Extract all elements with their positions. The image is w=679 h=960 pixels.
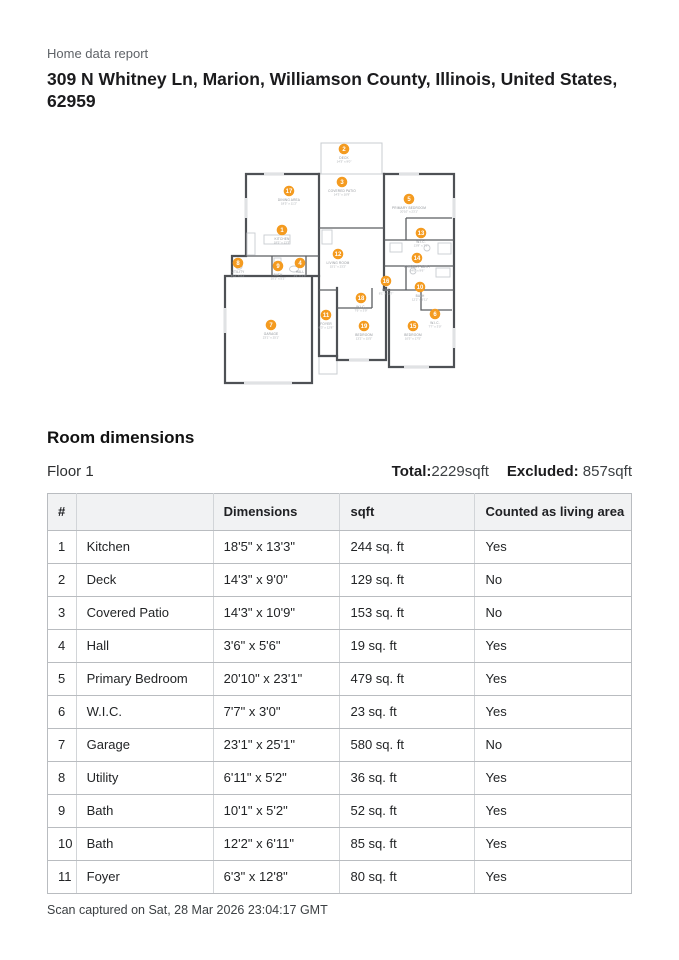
- table-row: [48, 629, 632, 662]
- room-dimensions: 18'5" x 13'3": [213, 530, 340, 563]
- room-marker-5: [391, 193, 425, 213]
- room-name: Bath: [76, 794, 213, 827]
- room-sqft: 85 sq. ft: [340, 827, 475, 860]
- room-living-area: Yes: [475, 761, 632, 794]
- col-header-number: #: [48, 493, 77, 530]
- report-type-label: Home data report: [47, 46, 149, 61]
- room-living-area: Yes: [475, 860, 632, 893]
- svg-text:10'5" x 17'5": 10'5" x 17'5": [404, 336, 421, 341]
- svg-text:12: 12: [334, 251, 341, 258]
- excluded-sqft: [507, 463, 632, 480]
- svg-text:12'2" x 6'11": 12'2" x 6'11": [411, 297, 428, 302]
- svg-text:16: 16: [382, 278, 389, 285]
- col-header-dimensions: Dimensions: [213, 493, 340, 530]
- svg-text:DECK: DECK: [338, 155, 349, 160]
- svg-text:19: 19: [360, 323, 367, 330]
- room-name: Covered Patio: [76, 596, 213, 629]
- svg-text:GARAGE: GARAGE: [263, 331, 278, 336]
- row-number: 3: [48, 596, 77, 629]
- row-number: 11: [48, 860, 77, 893]
- total-sqft: [392, 463, 489, 480]
- room-dimensions: 6'11" x 5'2": [213, 761, 340, 794]
- svg-text:6'3" x 12'8": 6'3" x 12'8": [318, 325, 333, 330]
- room-name: Bath: [76, 827, 213, 860]
- room-living-area: Yes: [475, 662, 632, 695]
- room-marker-9: [270, 260, 285, 280]
- room-marker-4: [293, 257, 306, 277]
- room-marker-11: [318, 309, 333, 329]
- room-living-area: Yes: [475, 629, 632, 662]
- room-name: Utility: [76, 761, 213, 794]
- svg-text:BATH: BATH: [415, 293, 424, 298]
- floor-label: Floor 1: [47, 462, 94, 480]
- floor-totals: [392, 463, 632, 480]
- svg-text:PRIMARY BEDROOM: PRIMARY BEDROOM: [391, 205, 426, 210]
- room-sqft: 36 sq. ft: [340, 761, 475, 794]
- room-marker-18: [354, 292, 367, 312]
- room-marker-14: [404, 252, 430, 272]
- room-marker-19: [355, 320, 373, 340]
- svg-text:20'10" x 23'1": 20'10" x 23'1": [399, 209, 418, 214]
- room-dimensions: 7'7" x 3'0": [213, 695, 340, 728]
- row-number: 7: [48, 728, 77, 761]
- room-marker-3: [328, 176, 356, 196]
- room-dimensions: 23'1" x 25'1": [213, 728, 340, 761]
- row-number: 6: [48, 695, 77, 728]
- room-dimensions: 14'3" x 10'9": [213, 596, 340, 629]
- room-sqft: 23 sq. ft: [340, 695, 475, 728]
- svg-text:BEDROOM: BEDROOM: [354, 332, 373, 337]
- svg-text:8: 8: [235, 260, 240, 267]
- row-number: 9: [48, 794, 77, 827]
- room-marker-17: [277, 185, 300, 205]
- table-row: [48, 728, 632, 761]
- room-living-area: No: [475, 563, 632, 596]
- room-sqft: 129 sq. ft: [340, 563, 475, 596]
- room-living-area: No: [475, 596, 632, 629]
- room-sqft: 244 sq. ft: [340, 530, 475, 563]
- svg-text:7'7" x 3'0": 7'7" x 3'0": [427, 324, 442, 329]
- svg-text:9: 9: [275, 263, 280, 270]
- svg-text:10: 10: [416, 284, 423, 291]
- room-table-body: [48, 530, 632, 893]
- svg-text:14'3" x 10'9": 14'3" x 10'9": [333, 192, 350, 197]
- room-marker-7: [262, 319, 278, 339]
- svg-text:W.I.C.: W.I.C.: [355, 304, 366, 309]
- svg-text:13'8" x 7'1": 13'8" x 7'1": [413, 243, 428, 248]
- table-row: [48, 530, 632, 563]
- room-living-area: Yes: [475, 530, 632, 563]
- svg-text:6'11" x 5'2": 6'11" x 5'2": [230, 273, 245, 278]
- floorplan-svg: [214, 138, 466, 398]
- svg-text:3'6" x 5'6": 3'6" x 5'6": [292, 273, 307, 278]
- section-title: Room dimensions: [47, 427, 195, 447]
- room-marker-1: [273, 224, 289, 244]
- room-name: Garage: [76, 728, 213, 761]
- table-row: [48, 827, 632, 860]
- room-name: Hall: [76, 629, 213, 662]
- svg-text:COVERED PATIO: COVERED PATIO: [327, 188, 356, 193]
- svg-text:5: 5: [406, 196, 411, 203]
- room-sqft: 80 sq. ft: [340, 860, 475, 893]
- svg-text:W.I.C.: W.I.C.: [415, 239, 426, 244]
- room-marker-12: [326, 248, 349, 268]
- room-dimensions: 12'2" x 6'11": [213, 827, 340, 860]
- room-name: Foyer: [76, 860, 213, 893]
- svg-text:HALL: HALL: [381, 287, 390, 292]
- svg-text:2: 2: [341, 146, 346, 153]
- room-sqft: 580 sq. ft: [340, 728, 475, 761]
- room-living-area: Yes: [475, 695, 632, 728]
- room-sqft: 479 sq. ft: [340, 662, 475, 695]
- svg-text:UTILITY: UTILITY: [231, 269, 244, 274]
- row-number: 1: [48, 530, 77, 563]
- svg-text:LIVING ROOM: LIVING ROOM: [326, 260, 349, 265]
- svg-text:23'1" x 25'1": 23'1" x 25'1": [262, 335, 279, 340]
- svg-text:4: 4: [297, 260, 302, 267]
- room-marker-15: [404, 320, 422, 340]
- svg-text:13: 13: [417, 230, 424, 237]
- table-row: [48, 662, 632, 695]
- svg-text:7: 7: [268, 322, 273, 329]
- floor-summary-row: [47, 463, 632, 480]
- table-header-row: [48, 493, 632, 530]
- svg-text:15: 15: [409, 323, 416, 330]
- room-dimensions: 20'10" x 23'1": [213, 662, 340, 695]
- svg-text:8'1" x 11'7": 8'1" x 11'7": [378, 291, 393, 296]
- svg-text:W.I.C.: W.I.C.: [429, 320, 440, 325]
- svg-text:15'1" x 23'2": 15'1" x 23'2": [329, 264, 346, 269]
- report-page: [47, 0, 632, 917]
- total-label: Total:: [391, 462, 432, 480]
- room-marker-2: [336, 143, 351, 163]
- svg-text:HALL: HALL: [295, 269, 304, 274]
- svg-text:PRIMARY BATH: PRIMARY BATH: [403, 264, 430, 269]
- room-dimensions: 6'3" x 12'8": [213, 860, 340, 893]
- room-living-area: No: [475, 728, 632, 761]
- svg-text:17: 17: [285, 188, 292, 195]
- room-dimensions: 14'3" x 9'0": [213, 563, 340, 596]
- room-sqft: 19 sq. ft: [340, 629, 475, 662]
- room-living-area: Yes: [475, 794, 632, 827]
- room-marker-6: [428, 308, 441, 328]
- room-name: Primary Bedroom: [76, 662, 213, 695]
- table-row: [48, 860, 632, 893]
- svg-text:BATH: BATH: [273, 272, 282, 277]
- room-dimensions: 10'1" x 5'2": [213, 794, 340, 827]
- property-address: 309 N Whitney Ln, Marion, Williamson County, Illinois, United States, 62959: [47, 69, 618, 112]
- deck-outline: [319, 143, 382, 374]
- svg-text:14'3" x 9'0": 14'3" x 9'0": [336, 159, 351, 164]
- row-number: 5: [48, 662, 77, 695]
- room-name: Deck: [76, 563, 213, 596]
- scan-timestamp: Scan captured on Sat, 28 Mar 2026 23:04:17 GMT: [47, 902, 328, 917]
- table-row: [48, 794, 632, 827]
- svg-text:BEDROOM: BEDROOM: [403, 332, 422, 337]
- svg-text:11: 11: [322, 312, 329, 319]
- svg-text:3: 3: [339, 179, 344, 186]
- room-name: W.I.C.: [76, 695, 213, 728]
- room-marker-13: [413, 227, 428, 247]
- room-sqft: 52 sq. ft: [340, 794, 475, 827]
- room-marker-16: [378, 275, 393, 295]
- row-number: 4: [48, 629, 77, 662]
- svg-text:KITCHEN: KITCHEN: [273, 236, 290, 241]
- col-header-name: [76, 493, 213, 530]
- room-living-area: Yes: [475, 827, 632, 860]
- svg-text:18'5" x 11'2": 18'5" x 11'2": [280, 201, 297, 206]
- col-header-sqft: sqft: [340, 493, 475, 530]
- svg-text:1: 1: [279, 227, 284, 234]
- svg-text:7'9" x 3'9": 7'9" x 3'9": [353, 308, 368, 313]
- svg-text:18: 18: [357, 295, 364, 302]
- svg-text:14'0" x 9'6": 14'0" x 9'6": [409, 268, 424, 273]
- table-row: [48, 563, 632, 596]
- svg-text:FOYER: FOYER: [319, 321, 332, 326]
- room-dimensions-table: [47, 493, 632, 894]
- svg-text:10'1" x 5'2": 10'1" x 5'2": [270, 276, 285, 281]
- excluded-value: 857sqft: [582, 462, 632, 480]
- row-number: 2: [48, 563, 77, 596]
- col-header-living: Counted as living area: [475, 493, 632, 530]
- svg-text:DINING AREA: DINING AREA: [277, 197, 300, 202]
- room-name: Kitchen: [76, 530, 213, 563]
- table-row: [48, 596, 632, 629]
- table-row: [48, 695, 632, 728]
- room-marker-10: [411, 281, 427, 301]
- svg-text:18'5" x 13'3": 18'5" x 13'3": [273, 240, 290, 245]
- row-number: 10: [48, 827, 77, 860]
- room-sqft: 153 sq. ft: [340, 596, 475, 629]
- excluded-label: Excluded:: [506, 462, 579, 480]
- svg-text:13'2" x 15'5": 13'2" x 15'5": [355, 336, 372, 341]
- room-dimensions: 3'6" x 5'6": [213, 629, 340, 662]
- svg-text:14: 14: [413, 255, 420, 262]
- table-row: [48, 761, 632, 794]
- svg-text:6: 6: [432, 311, 437, 318]
- total-value: 2229sqft: [431, 462, 489, 480]
- row-number: 8: [48, 761, 77, 794]
- floorplan-image: [214, 138, 466, 398]
